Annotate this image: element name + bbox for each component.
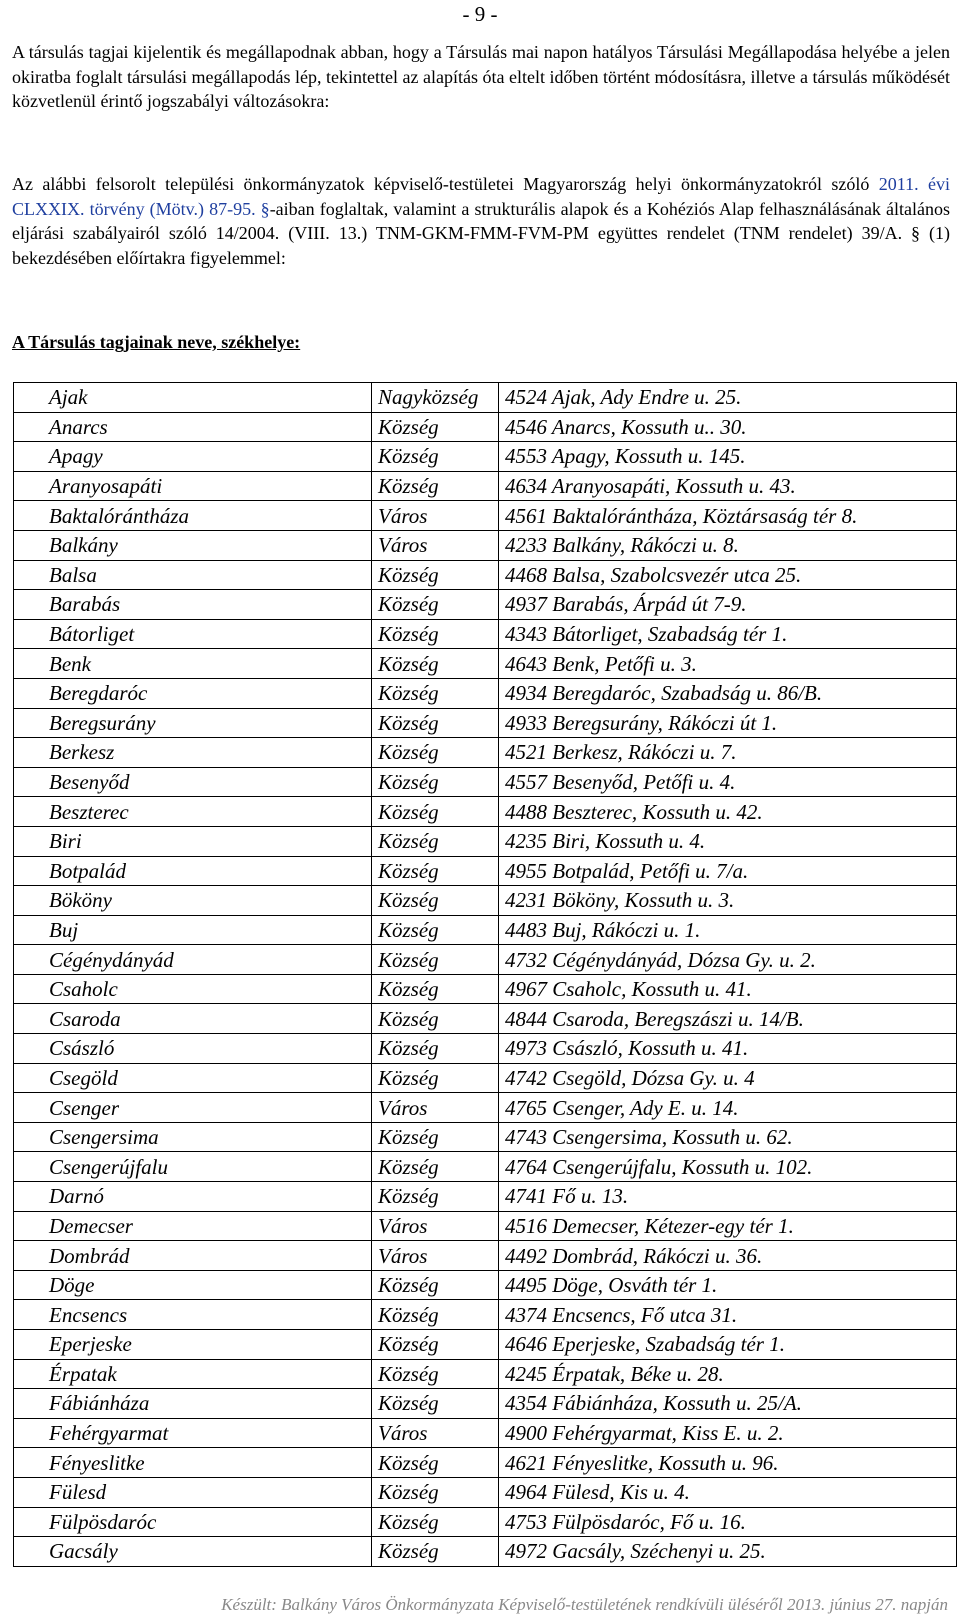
member-address-cell: 4742 Csegöld, Dózsa Gy. u. 4 — [499, 1063, 957, 1093]
table-row — [14, 1152, 957, 1182]
table-row — [14, 1034, 957, 1064]
member-address-cell: 4634 Aranyosapáti, Kossuth u. 43. — [499, 471, 957, 501]
member-name-cell: Balsa — [14, 560, 372, 590]
member-name-cell: Berkesz — [14, 738, 372, 768]
member-name-cell: Beregsurány — [14, 708, 372, 738]
table-row — [14, 1477, 957, 1507]
member-address-cell: 4743 Csengersima, Kossuth u. 62. — [499, 1122, 957, 1152]
member-type-cell: Község — [372, 1063, 499, 1093]
member-type-cell: Község — [372, 560, 499, 590]
member-address-cell: 4233 Balkány, Rákóczi u. 8. — [499, 530, 957, 560]
member-type-cell: Község — [372, 678, 499, 708]
member-type-cell: Község — [372, 1182, 499, 1212]
table-row — [14, 708, 957, 738]
member-address-cell: 4483 Buj, Rákóczi u. 1. — [499, 915, 957, 945]
table-row — [14, 590, 957, 620]
member-address-cell: 4354 Fábiánháza, Kossuth u. 25/A. — [499, 1389, 957, 1419]
table-row — [14, 1537, 957, 1567]
member-address-cell: 4764 Csengerújfalu, Kossuth u. 102. — [499, 1152, 957, 1182]
member-address-cell: 4937 Barabás, Árpád út 7-9. — [499, 590, 957, 620]
member-type-cell: Község — [372, 1300, 499, 1330]
member-address-cell: 4972 Gacsály, Széchenyi u. 25. — [499, 1537, 957, 1567]
member-type-cell: Község — [372, 1359, 499, 1389]
page-number: - 9 - — [462, 2, 498, 26]
member-address-cell: 4741 Fő u. 13. — [499, 1182, 957, 1212]
member-address-cell: 4621 Fényeslitke, Kossuth u. 96. — [499, 1448, 957, 1478]
member-type-cell: Község — [372, 1004, 499, 1034]
member-address-cell: 4374 Encsencs, Fő utca 31. — [499, 1300, 957, 1330]
member-type-cell: Község — [372, 797, 499, 827]
table-row — [14, 412, 957, 442]
member-name-cell: Csaholc — [14, 974, 372, 1004]
member-address-cell: 4235 Biri, Kossuth u. 4. — [499, 826, 957, 856]
member-address-cell: 4343 Bátorliget, Szabadság tér 1. — [499, 619, 957, 649]
page-footer: Készült: Balkány Város Önkormányzata Képviselő-testületének rendkívüli üléséről 2013. június 27. napján — [221, 1595, 948, 1614]
table-row — [14, 1330, 957, 1360]
member-address-cell: 4561 Baktalórántháza, Köztársaság tér 8. — [499, 501, 957, 531]
member-type-cell: Város — [372, 1418, 499, 1448]
member-name-cell: Fábiánháza — [14, 1389, 372, 1419]
table-row — [14, 738, 957, 768]
table-row — [14, 1241, 957, 1271]
member-name-cell: Eperjeske — [14, 1330, 372, 1360]
table-row — [14, 826, 957, 856]
table-row — [14, 1004, 957, 1034]
member-name-cell: Érpatak — [14, 1359, 372, 1389]
member-name-cell: Cégénydányád — [14, 945, 372, 975]
member-type-cell: Község — [372, 412, 499, 442]
table-row — [14, 678, 957, 708]
member-type-cell: Község — [372, 649, 499, 679]
member-name-cell: Demecser — [14, 1211, 372, 1241]
member-type-cell: Város — [372, 1241, 499, 1271]
member-address-cell: 4521 Berkesz, Rákóczi u. 7. — [499, 738, 957, 768]
member-address-cell: 4495 Döge, Osváth tér 1. — [499, 1270, 957, 1300]
member-type-cell: Város — [372, 1093, 499, 1123]
member-type-cell: Város — [372, 530, 499, 560]
member-type-cell: Község — [372, 590, 499, 620]
legal-paragraph — [12, 172, 950, 270]
member-type-cell: Község — [372, 619, 499, 649]
member-address-cell: 4765 Csenger, Ady E. u. 14. — [499, 1093, 957, 1123]
member-name-cell: Fülesd — [14, 1477, 372, 1507]
member-name-cell: Dombrád — [14, 1241, 372, 1271]
member-name-cell: Csegöld — [14, 1063, 372, 1093]
member-type-cell: Község — [372, 708, 499, 738]
member-name-cell: Darnó — [14, 1182, 372, 1212]
member-name-cell: Besenyőd — [14, 767, 372, 797]
member-address-cell: 4546 Anarcs, Kossuth u.. 30. — [499, 412, 957, 442]
table-row — [14, 1182, 957, 1212]
member-type-cell: Község — [372, 945, 499, 975]
table-row — [14, 530, 957, 560]
member-type-cell: Nagyközség — [372, 383, 499, 413]
member-address-cell: 4643 Benk, Petőfi u. 3. — [499, 649, 957, 679]
member-name-cell: Császló — [14, 1034, 372, 1064]
member-type-cell: Község — [372, 1477, 499, 1507]
member-address-cell: 4934 Beregdaróc, Szabadság u. 86/B. — [499, 678, 957, 708]
table-row — [14, 974, 957, 1004]
member-name-cell: Csenger — [14, 1093, 372, 1123]
member-address-cell: 4492 Dombrád, Rákóczi u. 36. — [499, 1241, 957, 1271]
member-type-cell: Község — [372, 1330, 499, 1360]
table-row — [14, 471, 957, 501]
table-row — [14, 1300, 957, 1330]
member-address-cell: 4524 Ajak, Ady Endre u. 25. — [499, 383, 957, 413]
member-type-cell: Község — [372, 767, 499, 797]
table-row — [14, 442, 957, 472]
member-address-cell: 4231 Bököny, Kossuth u. 3. — [499, 886, 957, 916]
members-heading: A Társulás tagjainak neve, székhelye: — [12, 332, 301, 352]
member-name-cell: Biri — [14, 826, 372, 856]
member-name-cell: Fülpösdaróc — [14, 1507, 372, 1537]
member-address-cell: 4468 Balsa, Szabolcsvezér utca 25. — [499, 560, 957, 590]
member-name-cell: Csengersima — [14, 1122, 372, 1152]
member-name-cell: Aranyosapáti — [14, 471, 372, 501]
member-type-cell: Község — [372, 826, 499, 856]
member-address-cell: 4973 Császló, Kossuth u. 41. — [499, 1034, 957, 1064]
member-address-cell: 4557 Besenyőd, Petőfi u. 4. — [499, 767, 957, 797]
member-name-cell: Beszterec — [14, 797, 372, 827]
member-name-cell: Gacsály — [14, 1537, 372, 1567]
member-name-cell: Benk — [14, 649, 372, 679]
table-row — [14, 1122, 957, 1152]
member-name-cell: Barabás — [14, 590, 372, 620]
intro-paragraph: A társulás tagjai kijelentik és megállapodnak abban, hogy a Társulás mai napon hatályos Társulási Megállapodása helyébe a jelen okiratba foglalt társulási megállapodás lép, tekintettel az alapítás óta eltelt időben történt módosításra, illetve a társulás működését közvetlenül érintő jogszabályi változásokra: — [12, 42, 950, 111]
table-row — [14, 1359, 957, 1389]
member-type-cell: Község — [372, 1507, 499, 1537]
member-name-cell: Botpalád — [14, 856, 372, 886]
member-address-cell: 4646 Eperjeske, Szabadság tér 1. — [499, 1330, 957, 1360]
member-name-cell: Bátorliget — [14, 619, 372, 649]
table-row — [14, 1389, 957, 1419]
member-name-cell: Buj — [14, 915, 372, 945]
table-row — [14, 649, 957, 679]
member-name-cell: Csengerújfalu — [14, 1152, 372, 1182]
table-row — [14, 1093, 957, 1123]
table-row — [14, 1270, 957, 1300]
member-type-cell: Község — [372, 1389, 499, 1419]
member-address-cell: 4900 Fehérgyarmat, Kiss E. u. 2. — [499, 1418, 957, 1448]
member-name-cell: Fehérgyarmat — [14, 1418, 372, 1448]
member-type-cell: Község — [372, 856, 499, 886]
legal-paragraph-part2: -aiban foglaltak, valamint a strukturális alapok és a Kohéziós Alap felhasználásának általános eljárási szabályairól szóló 14/2004. (VIII. 13.) TNM-GKM-FMM-FVM-PM együttes rendelet (TNM rendelet) 39/A. § (1) bekezdésében előírtakra figyelemmel: — [12, 198, 951, 268]
member-type-cell: Község — [372, 442, 499, 472]
member-address-cell: 4516 Demecser, Kétezer-egy tér 1. — [499, 1211, 957, 1241]
member-name-cell: Csaroda — [14, 1004, 372, 1034]
member-type-cell: Község — [372, 1122, 499, 1152]
member-name-cell: Fényeslitke — [14, 1448, 372, 1478]
table-row — [14, 1063, 957, 1093]
member-name-cell: Encsencs — [14, 1300, 372, 1330]
member-address-cell: 4245 Érpatak, Béke u. 28. — [499, 1359, 957, 1389]
member-name-cell: Anarcs — [14, 412, 372, 442]
member-type-cell: Község — [372, 1448, 499, 1478]
member-type-cell: Község — [372, 1537, 499, 1567]
member-name-cell: Balkány — [14, 530, 372, 560]
table-row — [14, 1418, 957, 1448]
member-type-cell: Község — [372, 974, 499, 1004]
member-address-cell: 4967 Csaholc, Kossuth u. 41. — [499, 974, 957, 1004]
member-address-cell: 4933 Beregsurány, Rákóczi út 1. — [499, 708, 957, 738]
member-type-cell: Község — [372, 1270, 499, 1300]
member-type-cell: Község — [372, 1034, 499, 1064]
member-type-cell: Község — [372, 915, 499, 945]
table-row — [14, 1507, 957, 1537]
members-table — [13, 382, 957, 1567]
member-type-cell: Város — [372, 501, 499, 531]
member-address-cell: 4964 Fülesd, Kis u. 4. — [499, 1477, 957, 1507]
member-type-cell: Község — [372, 471, 499, 501]
member-address-cell: 4844 Csaroda, Beregszászi u. 14/B. — [499, 1004, 957, 1034]
table-row — [14, 1211, 957, 1241]
member-address-cell: 4753 Fülpösdaróc, Fő u. 16. — [499, 1507, 957, 1537]
member-address-cell: 4955 Botpalád, Petőfi u. 7/a. — [499, 856, 957, 886]
member-name-cell: Döge — [14, 1270, 372, 1300]
table-row — [14, 501, 957, 531]
table-row — [14, 560, 957, 590]
legal-reference-link[interactable]: 2011. évi CLXXIX. törvény (Mötv.) 87-95. § — [12, 174, 950, 219]
table-row — [14, 619, 957, 649]
table-row — [14, 797, 957, 827]
table-row — [14, 383, 957, 413]
table-row — [14, 886, 957, 916]
member-name-cell: Beregdaróc — [14, 678, 372, 708]
member-name-cell: Apagy — [14, 442, 372, 472]
member-type-cell: Község — [372, 886, 499, 916]
table-row — [14, 945, 957, 975]
table-row — [14, 767, 957, 797]
legal-paragraph-part1: Az alábbi felsorolt települési önkormányzatok képviselő-testületei Magyarország helyi önkormányzatokról szóló — [12, 174, 879, 194]
member-name-cell: Ajak — [14, 383, 372, 413]
member-address-cell: 4553 Apagy, Kossuth u. 145. — [499, 442, 957, 472]
member-address-cell: 4488 Beszterec, Kossuth u. 42. — [499, 797, 957, 827]
members-table-body — [14, 383, 957, 1567]
member-type-cell: Város — [372, 1211, 499, 1241]
table-row — [14, 856, 957, 886]
member-name-cell: Bököny — [14, 886, 372, 916]
member-type-cell: Község — [372, 738, 499, 768]
member-type-cell: Község — [372, 1152, 499, 1182]
member-name-cell: Baktalórántháza — [14, 501, 372, 531]
table-row — [14, 915, 957, 945]
table-row — [14, 1448, 957, 1478]
member-address-cell: 4732 Cégénydányád, Dózsa Gy. u. 2. — [499, 945, 957, 975]
